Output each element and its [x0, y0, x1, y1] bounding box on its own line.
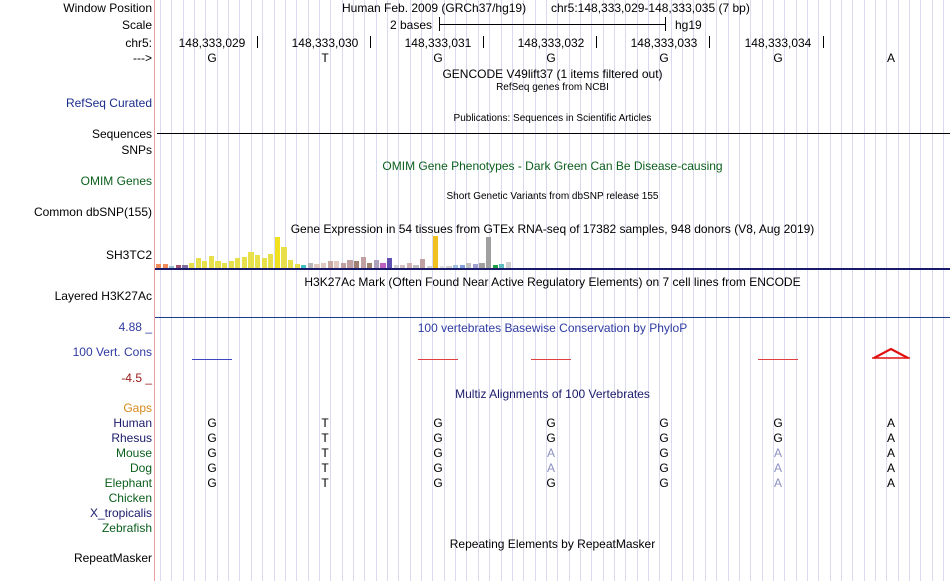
gtex-bar[interactable]	[248, 252, 253, 268]
alignment-base: G	[207, 416, 217, 430]
phylop-mark	[192, 359, 232, 360]
gaps-label[interactable]: Gaps	[123, 401, 152, 415]
h3k27ac-title: H3K27Ac Mark (Often Found Near Active Regulatory Elements) on 7 cell lines from ENCODE	[304, 275, 801, 289]
species-label[interactable]: Elephant	[104, 476, 152, 490]
gtex-bar[interactable]	[347, 260, 352, 268]
gtex-bar[interactable]	[433, 236, 438, 268]
repeatmasker-label[interactable]: RepeatMasker	[73, 551, 152, 565]
scale-value: 2 bases	[390, 18, 433, 32]
alignment-base: G	[433, 446, 443, 460]
reference-base: G	[207, 51, 217, 65]
gtex-bar[interactable]	[288, 260, 293, 268]
ruler-tick	[823, 36, 824, 48]
alignment-base: G	[659, 446, 669, 460]
alignment-base: G	[207, 476, 217, 490]
reference-base: G	[433, 51, 443, 65]
ruler-label: 148,333,034	[744, 36, 812, 50]
position-range: chr5:148,333,029-148,333,035 (7 bp)	[551, 1, 750, 15]
ruler-label: 148,333,030	[291, 36, 359, 50]
gtex-bar[interactable]	[255, 255, 260, 268]
alignment-base: A	[546, 461, 555, 475]
reference-base: A	[886, 51, 895, 65]
phylop-peak	[872, 346, 910, 360]
gtex-bar[interactable]	[486, 237, 491, 268]
ruler-tick	[370, 36, 371, 48]
ruler-tick	[483, 36, 484, 48]
alignment-base: G	[659, 416, 669, 430]
alignment-base: G	[659, 476, 669, 490]
reference-base: G	[773, 51, 783, 65]
species-label[interactable]: Dog	[129, 461, 152, 475]
repeatmasker-title: Repeating Elements by RepeatMasker	[449, 537, 656, 551]
phylop-mark	[531, 359, 571, 360]
alignment-base: G	[546, 416, 556, 430]
alignment-base: A	[886, 416, 895, 430]
ruler-tick	[257, 36, 258, 48]
alignment-base: A	[773, 461, 782, 475]
common-dbsnp-label[interactable]: Common dbSNP(155)	[33, 205, 152, 219]
alignment-base: G	[433, 476, 443, 490]
omim-genes-label[interactable]: OMIM Genes	[80, 174, 152, 188]
gencode-title: GENCODE V49lift37 (1 items filtered out)	[442, 67, 663, 81]
gtex-bar[interactable]	[420, 259, 425, 268]
gtex-bar[interactable]	[361, 257, 366, 268]
alignment-base: G	[433, 431, 443, 445]
alignment-base: G	[659, 461, 669, 475]
species-label[interactable]: Human	[113, 416, 152, 430]
alignment-base: A	[886, 476, 895, 490]
alignment-base: G	[773, 416, 783, 430]
strand-label[interactable]: --->	[133, 51, 152, 65]
gtex-bar[interactable]	[275, 237, 280, 268]
alignment-base: G	[433, 416, 443, 430]
alignment-base: G	[207, 461, 217, 475]
alignment-base: A	[886, 431, 895, 445]
reference-base: T	[321, 51, 329, 65]
gtex-bar[interactable]	[196, 258, 201, 268]
phylop-title: 100 vertebrates Basewise Conservation by PhyloP	[417, 321, 688, 335]
scale-bar-left-tick	[439, 17, 440, 31]
scale-label[interactable]: Scale	[121, 18, 152, 32]
alignment-base: G	[773, 431, 783, 445]
sh3tc2-label[interactable]: SH3TC2	[105, 248, 152, 262]
refseq-subtitle: RefSeq genes from NCBI	[496, 82, 609, 93]
species-label[interactable]: Mouse	[115, 446, 152, 460]
alignment-base: G	[433, 461, 443, 475]
phylop-mark	[758, 359, 798, 360]
alignment-base: G	[546, 431, 556, 445]
ruler-label: 148,333,031	[404, 36, 472, 50]
h3k27ac-baseline	[155, 317, 950, 318]
scale-bar	[440, 24, 666, 25]
alignment-base: A	[546, 446, 555, 460]
assembly-title: Human Feb. 2009 (GRCh37/hg19)	[342, 1, 527, 15]
species-label[interactable]: Chicken	[108, 491, 152, 505]
alignment-base: T	[321, 446, 329, 460]
scale-bar-right-tick	[665, 17, 666, 31]
omim-title: OMIM Gene Phenotypes - Dark Green Can Be Disease-causing	[382, 159, 723, 173]
sequences-label[interactable]: Sequences	[91, 127, 152, 141]
sequences-line	[157, 133, 950, 134]
gtex-bar[interactable]	[215, 261, 220, 268]
publications-title: Publications: Sequences in Scientific Articles	[453, 113, 652, 124]
gtex-title: Gene Expression in 54 tissues from GTEx RNA-seq of 17382 samples, 948 donors (V8, Aug 2019)	[290, 222, 815, 236]
phylop-mark	[418, 359, 458, 360]
dbsnp-title: Short Genetic Variants from dbSNP release 155	[446, 191, 659, 202]
gtex-bar[interactable]	[242, 257, 247, 268]
gtex-bar[interactable]	[334, 261, 339, 268]
species-label[interactable]: Zebrafish	[101, 521, 152, 535]
phylop-min-label: -4.5 _	[121, 371, 152, 385]
gtex-baseline	[155, 268, 950, 270]
alignment-base: T	[321, 416, 329, 430]
ruler-label: 148,333,033	[630, 36, 698, 50]
gtex-bar[interactable]	[262, 258, 267, 268]
refseq-curated-label[interactable]: RefSeq Curated	[65, 96, 152, 110]
species-label[interactable]: X_tropicalis	[89, 506, 152, 520]
alignment-base: G	[207, 431, 217, 445]
ruler-label: 148,333,029	[178, 36, 246, 50]
gtex-bar[interactable]	[209, 256, 214, 268]
gtex-bar[interactable]	[374, 260, 379, 268]
alignment-base: T	[321, 476, 329, 490]
species-label[interactable]: Rhesus	[111, 431, 152, 445]
gtex-bar[interactable]	[354, 261, 359, 268]
phylop-label[interactable]: 100 Vert. Cons	[72, 345, 152, 359]
alignment-base: T	[321, 461, 329, 475]
alignment-base: A	[773, 476, 782, 490]
ruler-label: 148,333,032	[517, 36, 585, 50]
alignment-base: T	[321, 431, 329, 445]
alignment-base: A	[773, 446, 782, 460]
gtex-bar[interactable]	[328, 261, 333, 268]
gtex-bar[interactable]	[268, 254, 273, 268]
alignment-base: G	[207, 446, 217, 460]
chrom-label[interactable]: chr5:	[125, 36, 152, 50]
reference-base: G	[546, 51, 556, 65]
snps-label[interactable]: SNPs	[121, 143, 152, 157]
alignment-base: A	[886, 446, 895, 460]
gtex-bar[interactable]	[281, 247, 286, 268]
alignment-base: A	[886, 461, 895, 475]
gtex-bar[interactable]	[202, 261, 207, 268]
gtex-bar[interactable]	[235, 258, 240, 268]
ruler-tick	[709, 36, 710, 48]
gtex-bar[interactable]	[387, 258, 392, 268]
window-position-label[interactable]: Window Position	[63, 1, 152, 15]
ruler-tick	[596, 36, 597, 48]
alignment-base: G	[659, 431, 669, 445]
multiz-title: Multiz Alignments of 100 Vertebrates	[455, 387, 650, 401]
scale-assembly: hg19	[675, 18, 702, 32]
layered-h3k27ac-label[interactable]: Layered H3K27Ac	[54, 289, 152, 303]
phylop-max-label: 4.88 _	[118, 320, 152, 334]
gtex-bar[interactable]	[229, 261, 234, 268]
reference-base: G	[659, 51, 669, 65]
alignment-base: G	[546, 476, 556, 490]
